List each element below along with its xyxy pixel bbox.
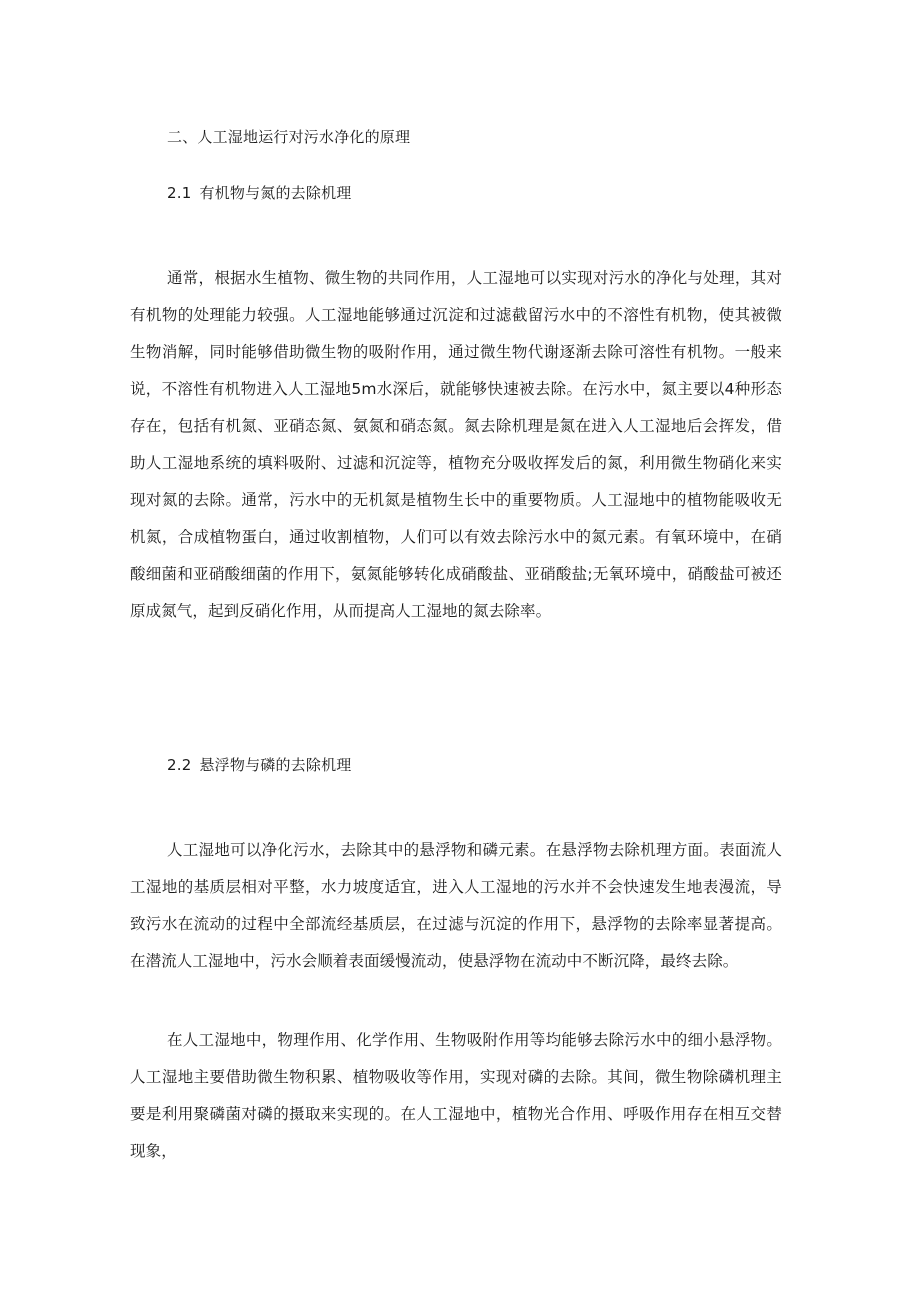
subsection-number: 2.2 — [167, 756, 192, 774]
paragraph-suspended-solids: 人工湿地可以净化污水，去除其中的悬浮物和磷元素。在悬浮物去除机理方面。表面流人工湿地的基质层相对平整，水力坡度适宜，进入人工湿地的污水并不会快速发生地表漫流，导致污水在流动的过程中全部流经基质层，在过滤与沉淀的作用下，悬浮物的去除率显著提高。在潜流人工湿地中，污水会顺着表面缓慢流动，使悬浮物在流动中不断沉降，最终去除。 — [130, 841, 782, 970]
section-heading — [167, 127, 410, 147]
subsection-heading-2-2 — [167, 755, 351, 775]
subsection-heading-2-1 — [167, 183, 351, 203]
paragraph-organics-nitrogen: 通常，根据水生植物、微生物的共同作用，人工湿地可以实现对污水的净化与处理，其对有机物的处理能力较强。人工湿地能够通过沉淀和过滤截留污水中的不溶性有机物，使其被微生物消解，同时能够借助微生物的吸附作用，通过微生物代谢逐渐去除可溶性有机物。一般来说，不溶性有机物进入人工湿地5m水深后，就能够快速被去除。在污水中，氮主要以4种形态存在，包括有机氮、亚硝态氮、氨氮和硝态氮。氮去除机理是氮在进入人工湿地后会挥发，借助人工湿地系统的填料吸附、过滤和沉淀等，植物充分吸收挥发后的氮，利用微生物硝化来实现对氮的去除。通常，污水中的无机氮是植物生长中的重要物质。人工湿地中的植物能吸收无机氮，合成植物蛋白，通过收割植物，人们可以有效去除污水中的氮元素。有氧环境中，在硝酸细菌和亚硝酸细菌的作用下，氨氮能够转化成硝酸盐、亚硝酸盐;无氧环境中，硝酸盐可被还原成氮气，起到反硝化作用，从而提高人工湿地的氮去除率。 — [130, 269, 782, 620]
section-title: 二、人工湿地运行对污水净化的原理 — [167, 128, 411, 146]
subsection-title: 悬浮物与磷的去除机理 — [199, 756, 352, 774]
subsection-number: 2.1 — [167, 184, 192, 202]
subsection-title: 有机物与氮的去除机理 — [199, 184, 352, 202]
paragraph-phosphorus: 在人工湿地中，物理作用、化学作用、生物吸附作用等均能够去除污水中的细小悬浮物。人工湿地主要借助微生物积累、植物吸收等作用，实现对磷的去除。其间，微生物除磷机理主要是利用聚磷菌对磷的摄取来实现的。在人工湿地中，植物光合作用、呼吸作用存在相互交替现象， — [130, 1031, 782, 1160]
